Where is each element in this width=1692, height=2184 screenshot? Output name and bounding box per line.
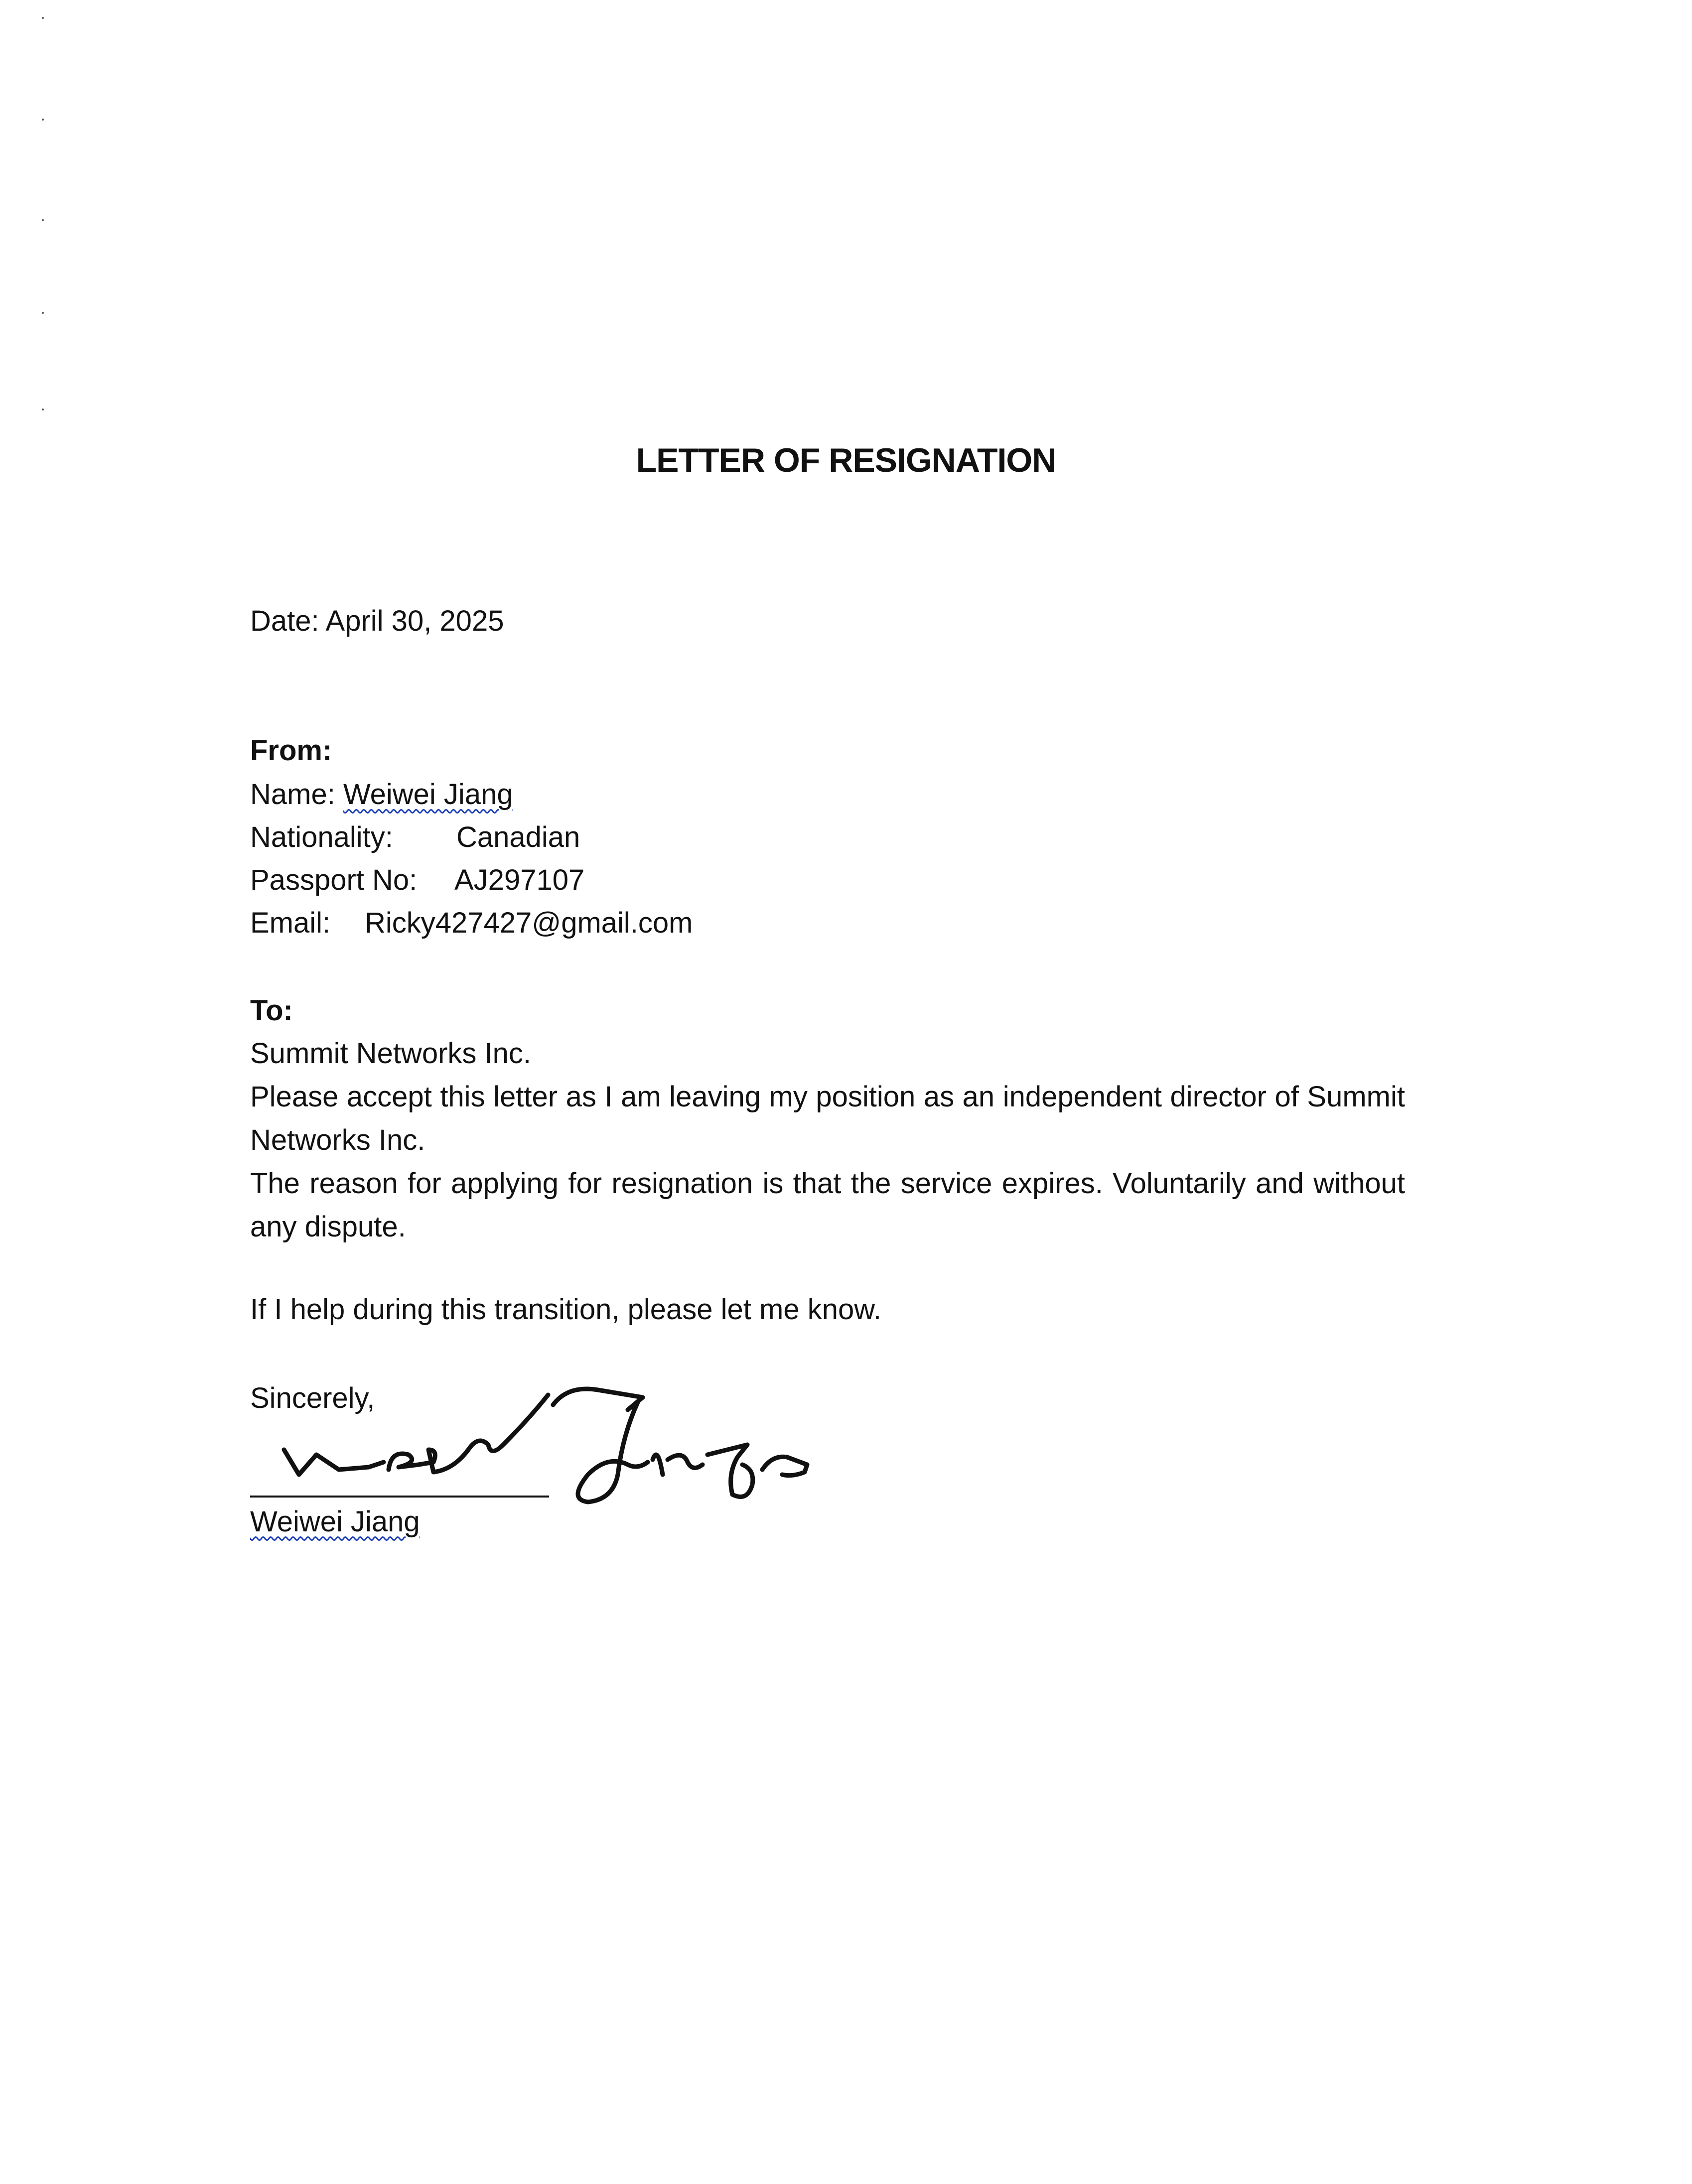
letter-title: LETTER OF RESIGNATION bbox=[636, 441, 1056, 479]
scan-artifact bbox=[42, 312, 44, 314]
to-heading: To: bbox=[250, 994, 293, 1027]
name-value: Weiwei Jiang bbox=[343, 778, 513, 811]
passport-label: Passport No: bbox=[250, 864, 418, 896]
signature-name-row bbox=[250, 1507, 420, 1536]
signature-name: Weiwei Jiang bbox=[250, 1505, 420, 1538]
from-heading: From: bbox=[250, 734, 332, 767]
body-paragraph: Please accept this letter as I am leaving my position as an independent director of Summit Networks Inc. bbox=[250, 1081, 1405, 1156]
date-line: Date: April 30, 2025 bbox=[250, 605, 504, 637]
passport-row bbox=[250, 866, 584, 895]
scan-artifact bbox=[42, 219, 44, 221]
handwritten-signature bbox=[269, 1375, 867, 1524]
nationality-row bbox=[250, 823, 580, 852]
nationality-label: Nationality: bbox=[250, 821, 393, 853]
signature-line bbox=[250, 1496, 549, 1498]
email-value: Ricky427427@gmail.com bbox=[365, 907, 693, 939]
email-row bbox=[250, 909, 693, 938]
name-label: Name: bbox=[250, 778, 335, 811]
nationality-value: Canadian bbox=[456, 821, 580, 853]
closing-line: Sincerely, bbox=[250, 1382, 375, 1414]
body-paragraph: The reason for applying for resignation is that the service expires. Voluntarily and without any dispute. bbox=[250, 1167, 1405, 1243]
passport-value: AJ297107 bbox=[454, 864, 585, 896]
recipient-name: Summit Networks Inc. bbox=[250, 1037, 531, 1070]
email-label: Email: bbox=[250, 907, 331, 939]
scan-artifact bbox=[42, 119, 44, 121]
body-paragraph: If I help during this transition, please let me know. bbox=[250, 1293, 882, 1326]
name-row bbox=[250, 780, 513, 809]
scan-artifact bbox=[42, 17, 44, 19]
scan-artifact bbox=[42, 409, 44, 410]
